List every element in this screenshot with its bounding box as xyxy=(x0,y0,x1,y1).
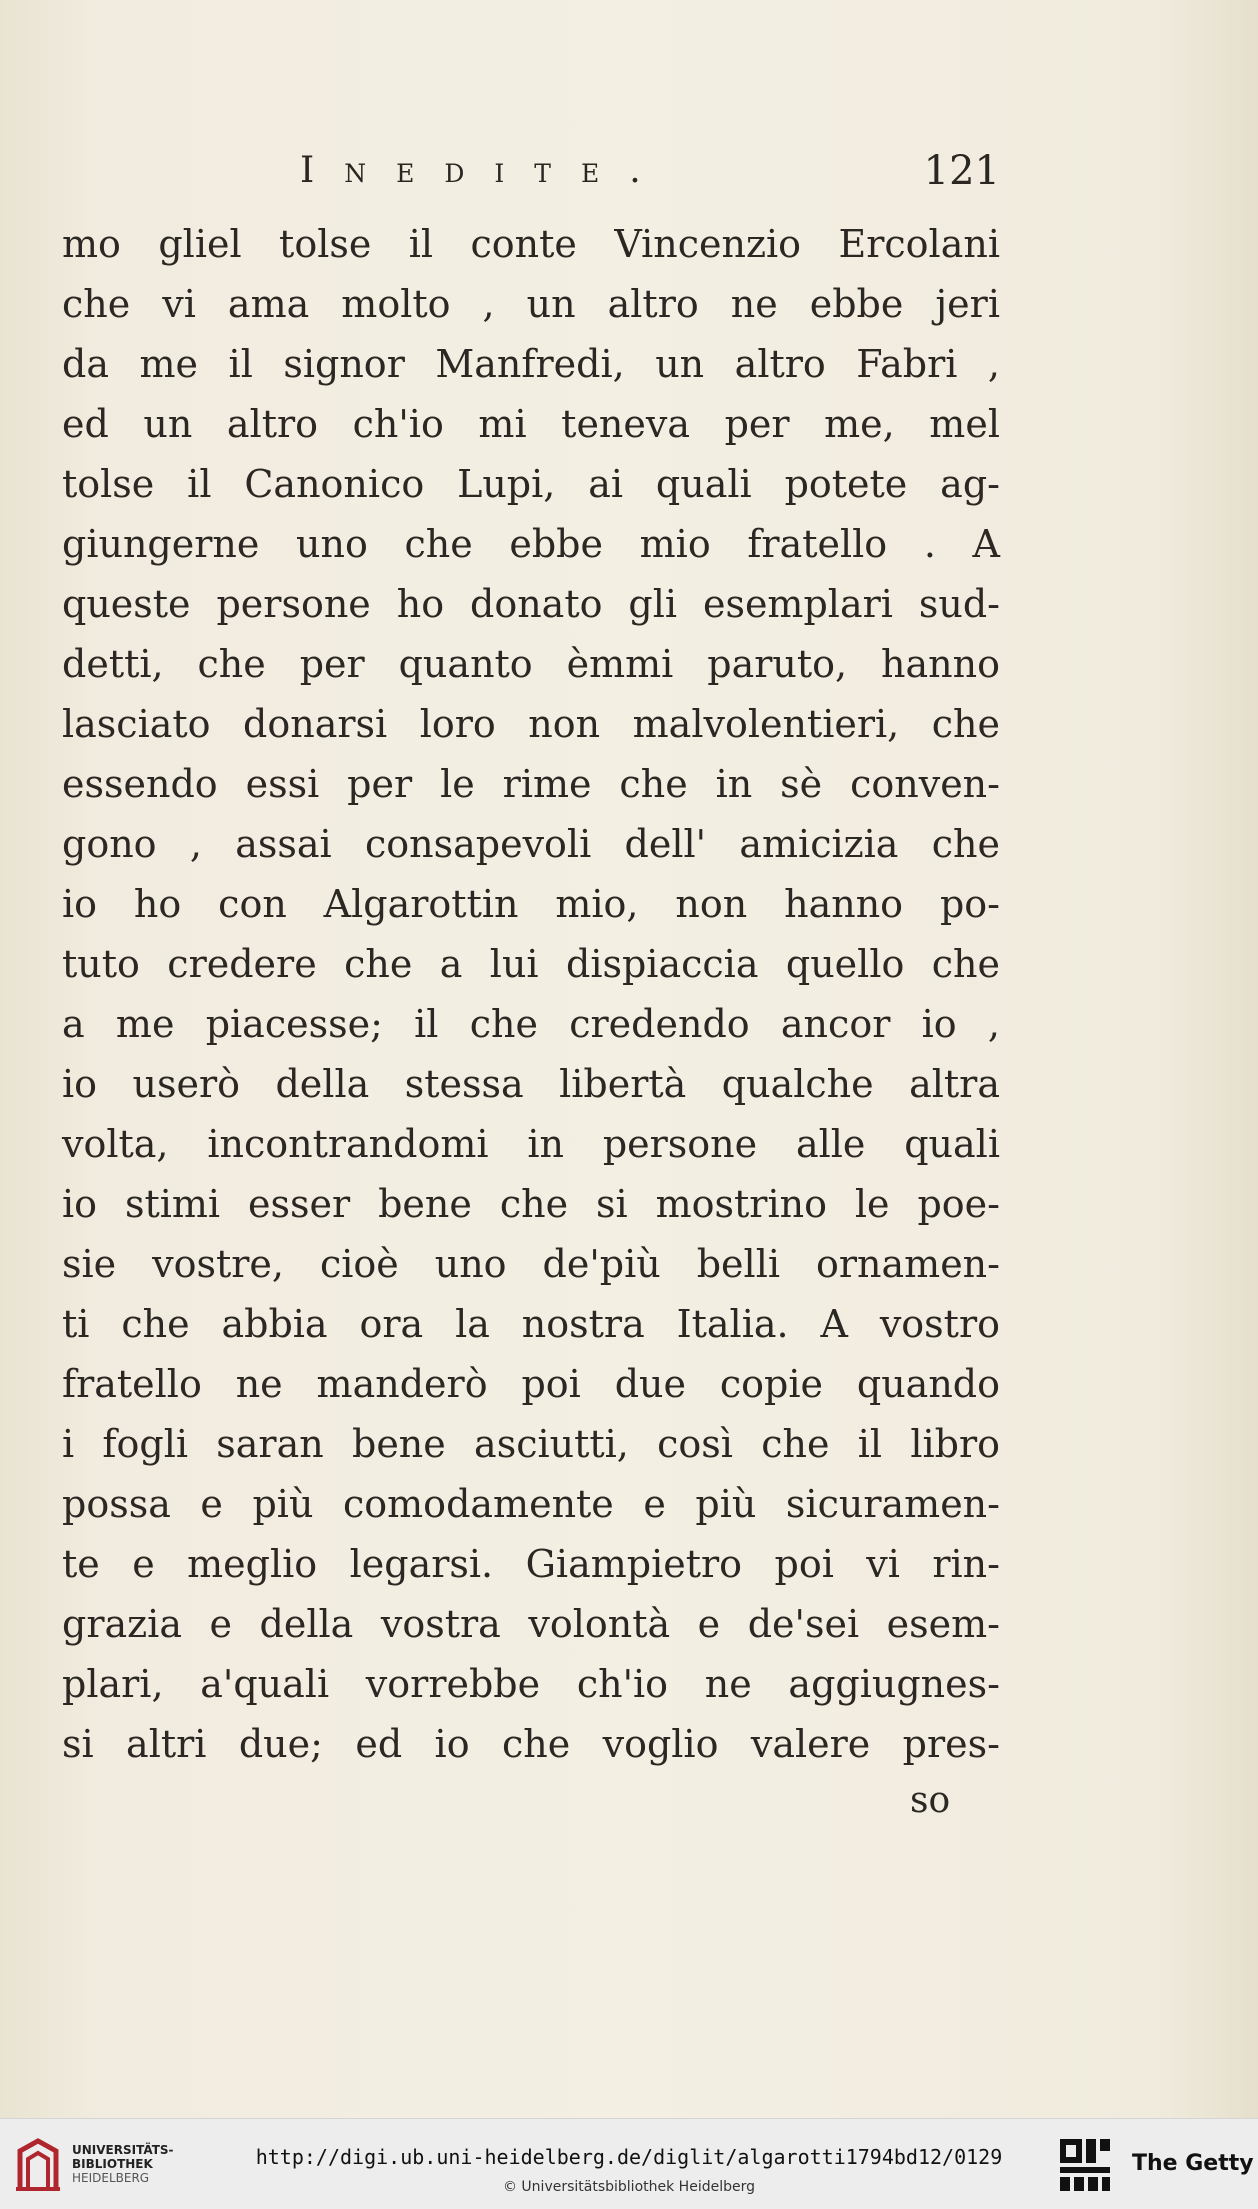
text-line: tolse il Canonico Lupi, ai quali potete ag- xyxy=(62,462,1000,506)
text-line: tuto credere che a lui dispiaccia quello che xyxy=(62,942,1000,986)
body-text xyxy=(62,214,1000,1774)
text-line: queste persone ho donato gli esemplari sud- xyxy=(62,582,1000,626)
text-line: giungerne uno che ebbe mio fratello . A xyxy=(62,522,1000,566)
text-line: che vi ama molto , un altro ne ebbe jeri xyxy=(62,282,1000,326)
footer-bar xyxy=(0,2118,1258,2209)
text-line: volta, incontrandomi in persone alle quali xyxy=(62,1122,1000,1166)
library-name-line: BIBLIOTHEK xyxy=(72,2157,153,2171)
text-line: possa e più comodamente e più sicuramen- xyxy=(62,1482,1000,1526)
getty-name: The Getty xyxy=(1132,2151,1254,2176)
text-line: mo gliel tolse il conte Vincenzio Ercolani xyxy=(62,222,1000,266)
text-line: da me il signor Manfredi, un altro Fabri , xyxy=(62,342,1000,386)
text-line: te e meglio legarsi. Giampietro poi vi rin- xyxy=(62,1542,1000,1586)
library-name-line: HEIDELBERG xyxy=(72,2171,150,2185)
text-line: io userò della stessa libertà qualche altra xyxy=(62,1062,1000,1106)
text-line: gono , assai consapevoli dell' amicizia che xyxy=(62,822,1000,866)
text-line: lasciato donarsi loro non malvolentieri, che xyxy=(62,702,1000,746)
getty-logo-icon xyxy=(1058,2137,1112,2193)
text-line: sie vostre, cioè uno de'più belli ornamen- xyxy=(62,1242,1000,1286)
page-number: 121 xyxy=(923,148,1000,194)
text-line: a me piacesse; il che credendo ancor io , xyxy=(62,1002,1000,1046)
catchword: so xyxy=(910,1780,951,1821)
page-header xyxy=(300,150,1000,210)
text-line: detti, che per quanto èmmi paruto, hanno xyxy=(62,642,1000,686)
source-url-link[interactable]: http://digi.ub.uni-heidelberg.de/diglit/algarotti1794bd12/0129 xyxy=(255,2145,1003,2169)
text-line: io stimi esser bene che si mostrino le poe- xyxy=(62,1182,1000,1226)
text-line: si altri due; ed io che voglio valere pres- xyxy=(62,1722,1000,1766)
text-line: ti che abbia ora la nostra Italia. A vostro xyxy=(62,1302,1000,1346)
text-line: ed un altro ch'io mi teneva per me, mel xyxy=(62,402,1000,446)
text-line: grazia e della vostra volontà e de'sei esem- xyxy=(62,1602,1000,1646)
copyright-notice: © Universitätsbibliothek Heidelberg xyxy=(502,2179,755,2195)
text-line: fratello ne manderò poi due copie quando xyxy=(62,1362,1000,1406)
text-line: plari, a'quali vorrebbe ch'io ne aggiugnes- xyxy=(62,1662,1000,1706)
library-name-line: UNIVERSITÄTS- xyxy=(72,2143,174,2157)
text-line: essendo essi per le rime che in sè conven- xyxy=(62,762,1000,806)
running-title: Inedite. xyxy=(300,150,671,191)
text-line: i fogli saran bene asciutti, così che il libro xyxy=(62,1422,1000,1466)
text-line: io ho con Algarottin mio, non hanno po- xyxy=(62,882,1000,926)
